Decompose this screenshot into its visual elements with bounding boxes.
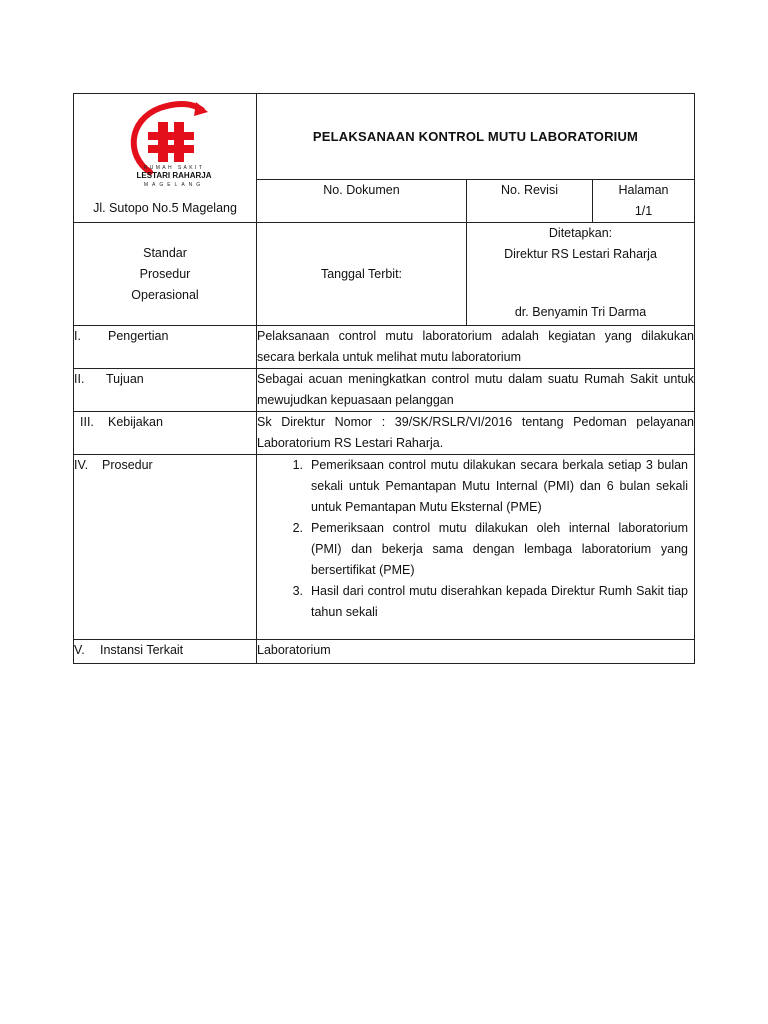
section-number: II. (74, 372, 85, 386)
step-text: Pemeriksaan control mutu dilakukan secara berkala setiap 3 bulan sekali untuk Pemantapan Mutu Internal (PMI) dan 6 bulan sekali untuk Pemantapan Mutu Eksternal (PME) (311, 458, 689, 514)
section-label: Pengertian (108, 329, 169, 343)
section-label: Instansi Terkait (100, 643, 184, 657)
tanggal-terbit-cell (257, 223, 467, 326)
section-label: Prosedur (102, 458, 153, 472)
no-revisi-cell (467, 180, 593, 223)
section-label-pengertian (74, 326, 257, 369)
no-dokumen-label: No. Dokumen (323, 183, 400, 197)
logo-line1: RUMAH SAKIT (143, 165, 205, 171)
ditetapkan-cell (467, 223, 695, 326)
section-label-instansi (74, 640, 257, 664)
sop-line3: Operasional (131, 287, 199, 302)
section-label-kebijakan (74, 412, 257, 455)
logo-address-cell (74, 94, 257, 223)
step-text: Pemeriksaan control mutu dilakukan oleh internal laboratorium (PMI) dan bekerja sama dengan lembaga laboratorium yang bersertifikat (PME) (311, 521, 689, 577)
section-content-instansi: Laboratorium (257, 640, 695, 664)
sop-line1: Standar (143, 245, 187, 260)
section-label: Tujuan (106, 372, 144, 386)
section-label-prosedur (74, 455, 257, 640)
section-number: I. (74, 329, 81, 343)
section-content-kebijakan: Sk Direktur Nomor : 39/SK/RSLR/VI/2016 tentang Pedoman pelayanan Laboratorium RS Lestari Raharja. (257, 412, 695, 455)
document-title: PELAKSANAAN KONTROL MUTU LABORATORIUM (312, 128, 639, 144)
step-number: 1. (292, 458, 303, 472)
no-revisi-label: No. Revisi (501, 183, 558, 197)
procedure-steps (257, 455, 694, 623)
sop-line2: Prosedur (139, 266, 191, 281)
procedure-step (257, 455, 688, 518)
procedure-step (257, 581, 688, 623)
halaman-label: Halaman (618, 183, 669, 197)
section-content-prosedur (257, 455, 695, 640)
section-label-tujuan (74, 369, 257, 412)
section-number: V. (74, 643, 85, 657)
halaman-value: 1/1 (634, 204, 653, 218)
logo-line3: MAGELANG (143, 182, 205, 188)
step-number: 2. (292, 521, 303, 535)
step-text: Hasil dari control mutu diserahkan kepada Direktur Rumh Sakit tiap tahun sekali (311, 584, 689, 619)
sop-cell (74, 223, 257, 326)
section-content-tujuan: Sebagai acuan meningkatkan control mutu dalam suatu Rumah Sakit untuk mewujudkan kepuasaan pelanggan (257, 369, 695, 412)
ditetapkan-label: Ditetapkan: (548, 226, 613, 240)
section-content-pengertian: Pelaksanaan control mutu laboratorium adalah kegiatan yang dilakukan secara berkala untuk melihat mutu laboratorium (257, 326, 695, 369)
section-number: IV. (74, 458, 89, 472)
procedure-step (257, 518, 688, 581)
section-number: III. (80, 415, 94, 429)
tanggal-terbit-label: Tanggal Terbit: (320, 266, 403, 281)
title-cell (257, 94, 695, 180)
hospital-cross-logo (122, 98, 226, 190)
section-label: Kebijakan (108, 415, 163, 429)
no-dokumen-cell (257, 180, 467, 223)
signatory-name: dr. Benyamin Tri Darma (514, 305, 647, 319)
step-number: 3. (292, 584, 303, 598)
hospital-address: Jl. Sutopo No.5 Magelang (93, 201, 237, 215)
ditetapkan-by: Direktur RS Lestari Raharja (504, 247, 657, 261)
sop-document-table (73, 93, 695, 664)
logo-line2: LESTARI RAHARJA (136, 171, 212, 180)
halaman-cell (593, 180, 695, 223)
